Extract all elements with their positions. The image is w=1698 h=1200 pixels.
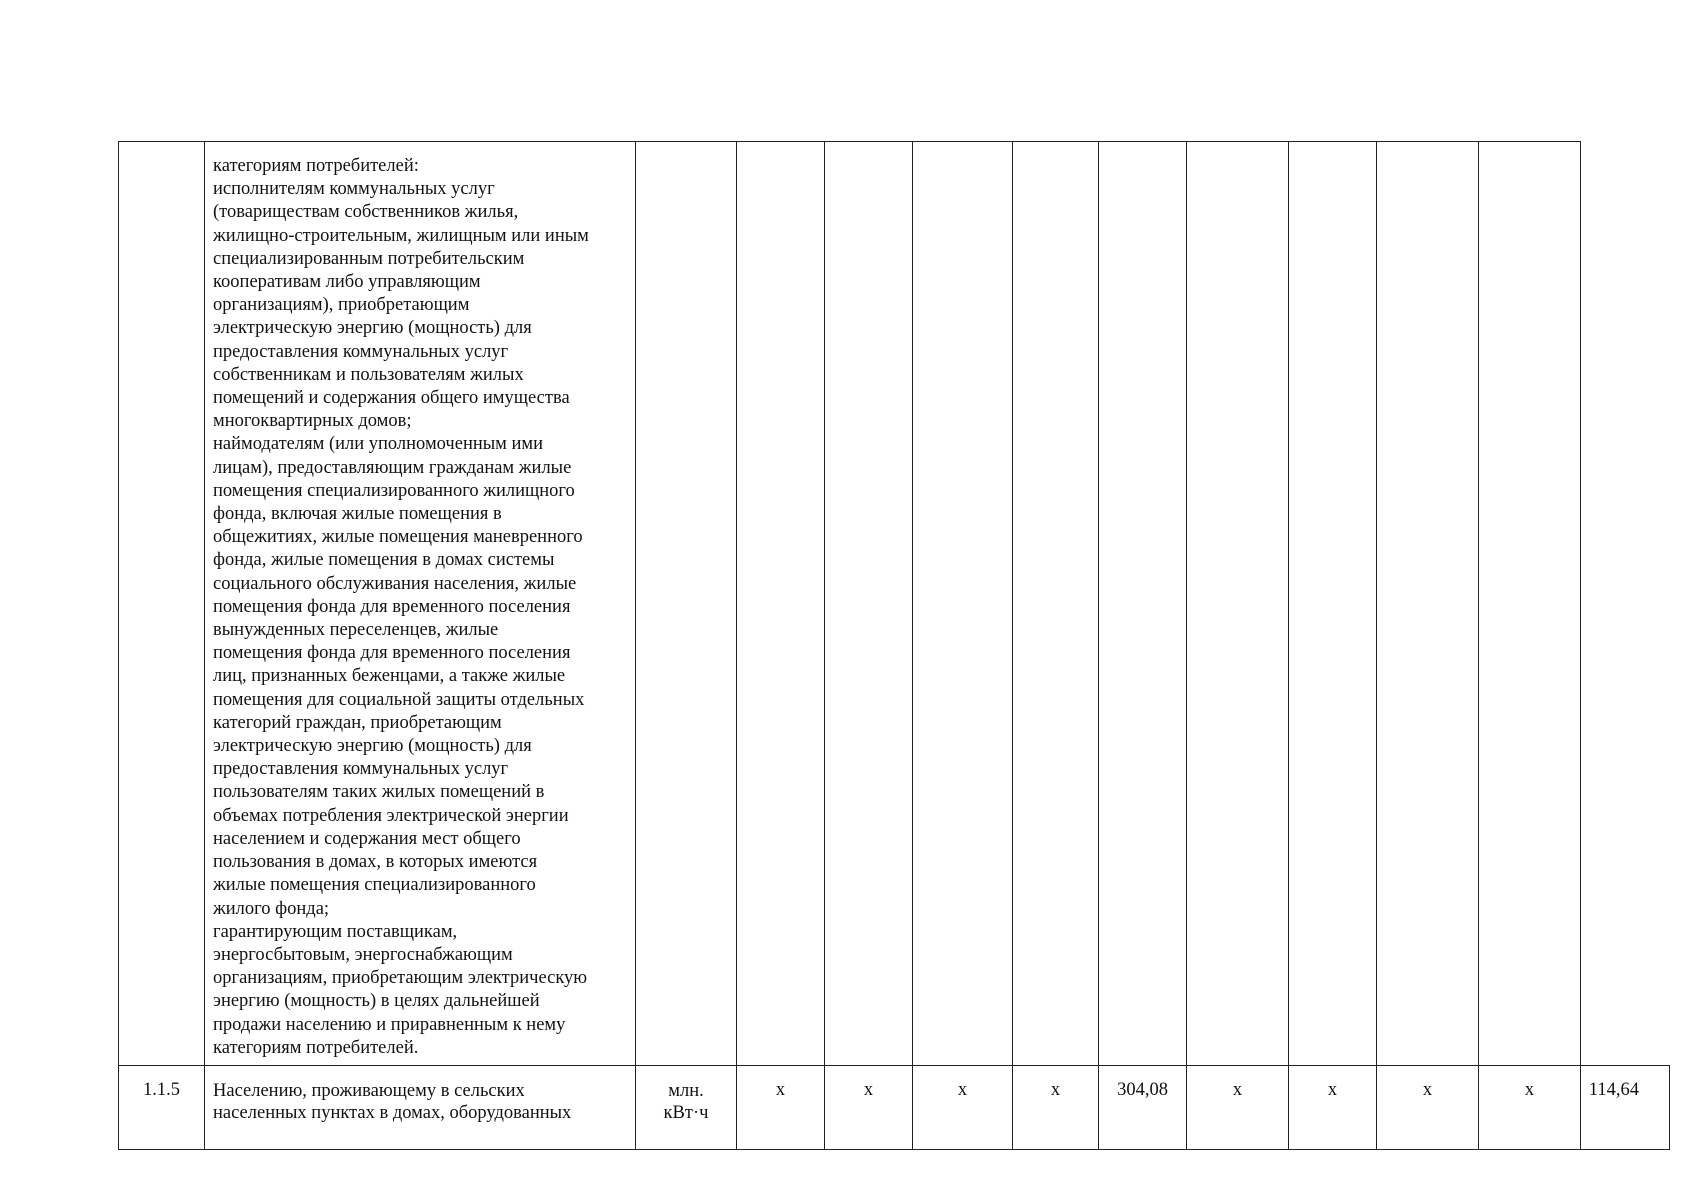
description-line: энергосбытовым, энергоснабжающим [213,944,513,965]
description-line: многоквартирных домов; [213,411,412,432]
description-line: лицам), предоставляющим гражданам жилые [213,457,572,478]
unit-line: кВт·ч [663,1102,709,1123]
value-cell: х [1377,1065,1479,1149]
value-cell: х [737,1065,825,1149]
description-cell [205,1065,636,1149]
description-line: социального обслуживания населения, жилые [213,573,577,594]
unit-cell [636,1065,737,1149]
unit-cell [636,142,737,1066]
description-line: лиц, признанных беженцами, а также жилые [213,666,566,687]
description-line: пользования в домах, в которых имеются [213,852,538,873]
description-line: населенных пунктах в домах, оборудованных [213,1102,572,1123]
table-row-continued [119,142,1670,1066]
value-cell: 304,08 [1099,1065,1187,1149]
value-cell [913,142,1013,1066]
description-line: категорий граждан, приобретающим [213,712,502,733]
description-line: помещения для социальной защиты отдельных [213,689,585,710]
value-cell [737,142,825,1066]
description-line: общежитиях, жилые помещения маневренного [213,527,583,548]
description-line: гарантирующим поставщикам, [213,921,458,942]
value-cell [1099,142,1187,1066]
description-line: организациям, приобретающим электрическую [213,968,588,989]
description-line: электрическую энергию (мощность) для [213,736,532,757]
value-cell [1377,142,1479,1066]
description-line: категориям потребителей: [213,156,419,176]
description-line: организациям), приобретающим [213,295,470,316]
description-line: предоставления коммунальных услуг [213,759,509,780]
description-line: исполнителям коммунальных услуг [213,179,495,200]
value-cell: х [1479,1065,1581,1149]
row-number-cell: 1.1.5 [119,1065,205,1149]
description-line: наймодателям (или уполномоченным ими [213,434,544,455]
description-line: фонда, жилые помещения в домах системы [213,550,555,571]
description-line: жилищно-строительным, жилищным или иным [213,225,589,246]
value-cell [825,142,913,1066]
description-line: населением и содержания мест общего [213,828,521,849]
value-cell [1187,142,1289,1066]
description-line: помещений и содержания общего имущества [213,388,570,409]
table-row-1-1-5 [119,1065,1670,1149]
description-line: собственникам и пользователям жилых [213,364,524,385]
description-line: фонда, включая жилые помещения в [213,504,502,525]
description-line: энергию (мощность) в целях дальнейшей [213,991,540,1012]
description-line: (товариществам собственников жилья, [213,202,519,223]
description-line: жилые помещения специализированного [213,875,536,896]
description-line: помещения специализированного жилищного [213,480,575,501]
description-line: помещения фонда для временного поселения [213,643,571,664]
description-cell [205,142,636,1066]
description-line: кооперативам либо управляющим [213,272,481,293]
value-cell [1479,142,1581,1066]
value-cell: х [913,1065,1013,1149]
description-text [213,155,631,1060]
description-line: жилого фонда; [213,898,330,919]
description-line: предоставления коммунальных услуг [213,341,509,362]
value-cell: х [1187,1065,1289,1149]
unit-line: млн. [668,1080,704,1101]
description-line: электрическую энергию (мощность) для [213,318,532,339]
description-line: продажи населению и приравненным к нему [213,1014,566,1035]
description-line: вынужденных переселенцев, жилые [213,620,499,641]
description-line: специализированным потребительским [213,248,525,269]
value-cell: 114,64 [1581,1065,1670,1149]
value-cell: х [825,1065,913,1149]
description-line: Населению, проживающему в сельских [213,1080,525,1101]
value-cell [1289,142,1377,1066]
row-number-cell [119,142,205,1066]
description-line: категориям потребителей. [213,1037,419,1058]
description-line: пользователям таких жилых помещений в [213,782,545,803]
description-line: объемах потребления электрической энергии [213,805,569,826]
value-cell: х [1289,1065,1377,1149]
value-cell [1013,142,1099,1066]
tariff-table [118,141,1670,1150]
value-cell: х [1013,1065,1099,1149]
description-line: помещения фонда для временного поселения [213,596,571,617]
